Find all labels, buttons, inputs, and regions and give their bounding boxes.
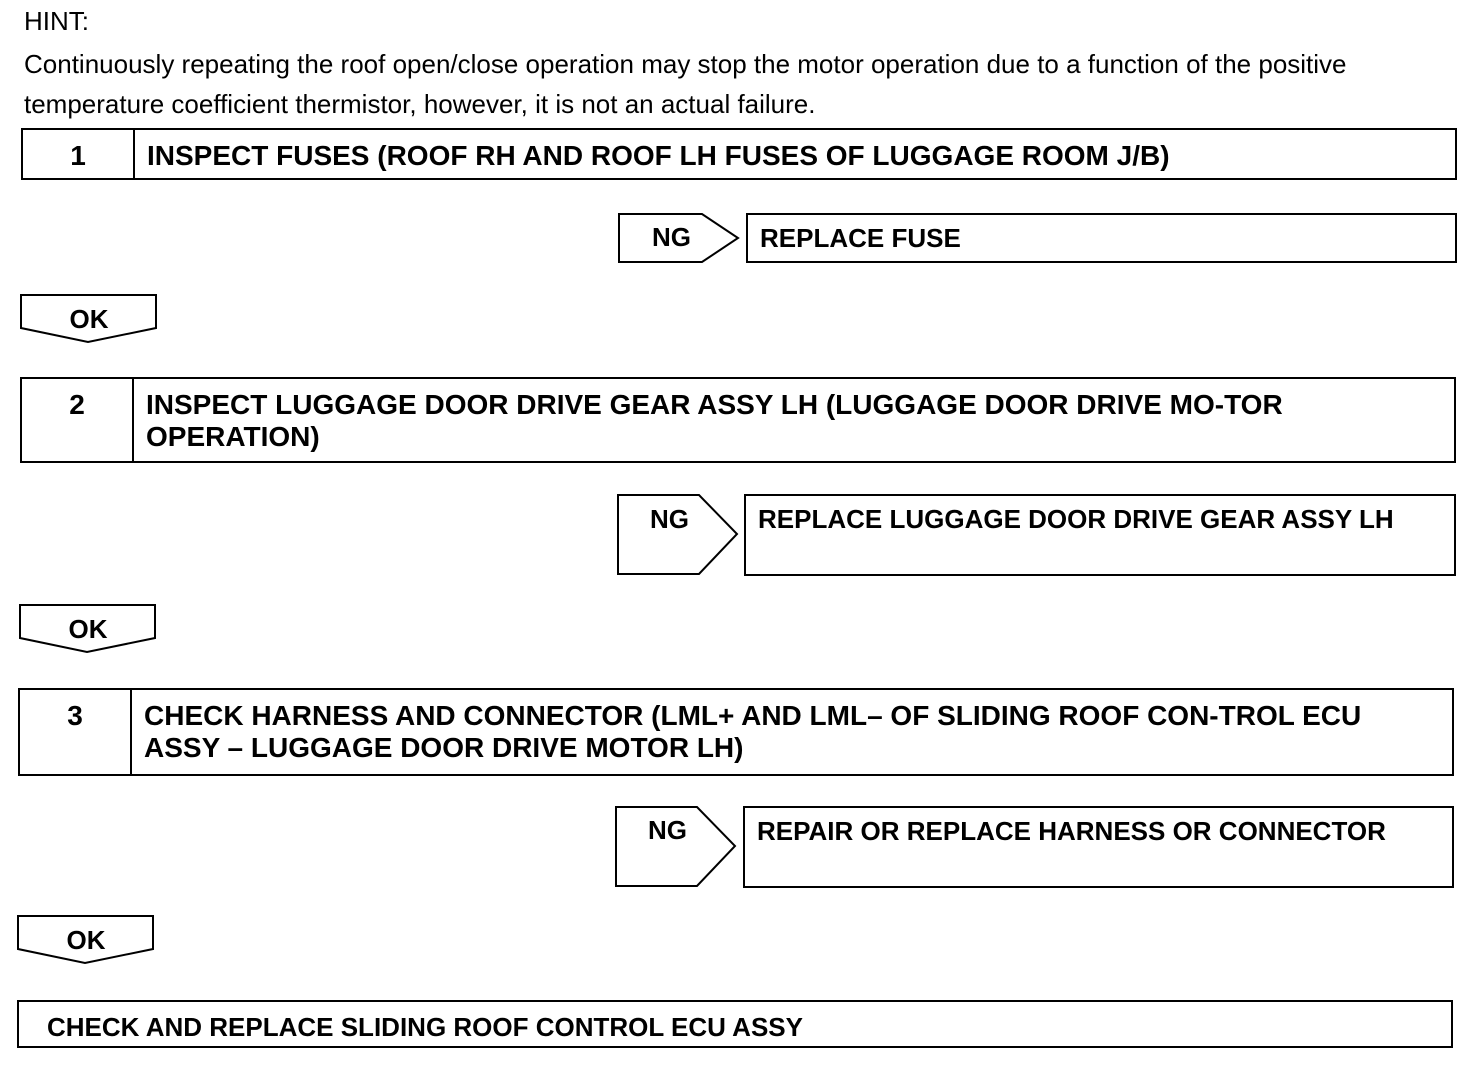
step-2-number: 2 xyxy=(22,379,134,461)
final-action-box: CHECK AND REPLACE SLIDING ROOF CONTROL ECU ASSY xyxy=(17,1000,1453,1048)
ng-action-3: REPAIR OR REPLACE HARNESS OR CONNECTOR xyxy=(743,806,1454,888)
ok-label-3: OK xyxy=(66,925,106,955)
step-1-title: INSPECT FUSES (ROOF RH AND ROOF LH FUSES OF LUGGAGE ROOM J/B) xyxy=(147,140,1170,171)
hint-label: HINT: xyxy=(24,6,89,36)
ng-label-1: NG xyxy=(652,222,691,252)
ng-label-2: NG xyxy=(650,504,689,534)
step-1-number: 1 xyxy=(23,130,135,178)
ok-label-1: OK xyxy=(69,304,109,334)
ok-label-2: OK xyxy=(68,614,108,644)
step-3-title: CHECK HARNESS AND CONNECTOR (LML+ AND LML– OF SLIDING ROOF CON-TROL ECU ASSY – LUGGAGE DOOR DRIVE MOTOR LH) xyxy=(144,700,1362,763)
step-2-box xyxy=(20,377,1456,463)
ng-action-2: REPLACE LUGGAGE DOOR DRIVE GEAR ASSY LH xyxy=(744,494,1456,576)
hint-text: Continuously repeating the roof open/close operation may stop the motor operation due to a function of the positive temperature coefficient thermistor, however, it is not an actual failure. xyxy=(24,49,1347,119)
step-1-box xyxy=(21,128,1457,180)
ng-label-3: NG xyxy=(648,815,687,845)
step-2-title: INSPECT LUGGAGE DOOR DRIVE GEAR ASSY LH (LUGGAGE DOOR DRIVE MO-TOR OPERATION) xyxy=(146,389,1283,452)
ng-action-1: REPLACE FUSE xyxy=(746,213,1457,263)
step-3-number: 3 xyxy=(20,690,132,774)
step-3-box xyxy=(18,688,1454,776)
